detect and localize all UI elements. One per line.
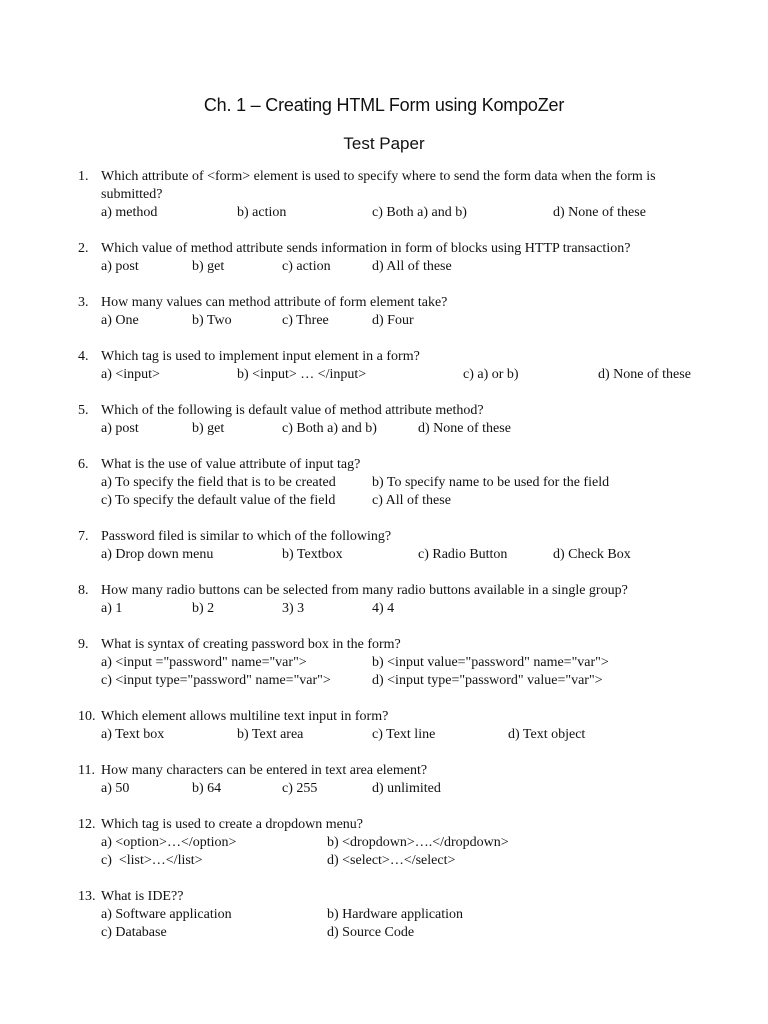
question-3 <box>0 294 768 334</box>
question-text: How many characters can be entered in text area element? <box>101 763 428 778</box>
option-a: a) 50 <box>101 781 130 796</box>
question-text: Which tag is used to implement input element in a form? <box>101 349 420 364</box>
question-number: 13. <box>78 889 96 904</box>
question-number: 8. <box>78 583 89 598</box>
option-c: c) Radio Button <box>418 547 508 562</box>
page-title: Ch. 1 – Creating HTML Form using KompoZer <box>203 95 565 115</box>
option-c: c) Both a) and b) <box>372 205 467 220</box>
question-number: 4. <box>78 349 89 364</box>
option-d: d) <select>…</select> <box>327 853 456 868</box>
option-d: d) Check Box <box>553 547 631 562</box>
option-b: b) <input value="password" name="var"> <box>372 655 609 670</box>
option-d: d) <input type="password" value="var"> <box>372 673 603 688</box>
option-a: a) <option>…</option> <box>101 835 237 850</box>
option-b: b) Two <box>192 313 232 328</box>
option-a: a) Text box <box>101 727 165 742</box>
option-a: a) Drop down menu <box>101 547 214 562</box>
question-number: 11. <box>78 763 95 778</box>
option-b: b) Hardware application <box>327 907 464 922</box>
question-11 <box>0 762 768 802</box>
question-number: 6. <box>78 457 89 472</box>
question-number: 9. <box>78 637 89 652</box>
option-a: a) post <box>101 259 139 274</box>
question-text: What is the use of value attribute of input tag? <box>101 457 361 472</box>
question-10 <box>0 708 768 748</box>
question-number: 2. <box>78 241 89 256</box>
option-a: a) <input ="password" name="var"> <box>101 655 307 670</box>
option-b: b) <input> … </input> <box>237 367 367 382</box>
question-7 <box>0 528 768 568</box>
option-a: a) To specify the field that is to be created <box>101 475 336 490</box>
option-d: d) unlimited <box>372 781 441 796</box>
option-a: a) <input> <box>101 367 160 382</box>
question-5 <box>0 402 768 442</box>
option-c: c) action <box>282 259 331 274</box>
option-c: c) <list>…</list> <box>101 853 203 868</box>
question-number: 7. <box>78 529 89 544</box>
question-text: How many values can method attribute of form element take? <box>101 295 448 310</box>
option-c: 3) 3 <box>282 601 305 616</box>
option-b: b) 2 <box>192 601 215 616</box>
question-text: What is IDE?? <box>101 889 184 904</box>
option-b: b) get <box>192 421 225 436</box>
option-d: d) None of these <box>553 205 646 220</box>
option-a: a) 1 <box>101 601 123 616</box>
option-b: b) Textbox <box>282 547 343 562</box>
option-d: d) None of these <box>598 367 691 382</box>
question-1 <box>0 168 768 228</box>
option-b: b) action <box>237 205 287 220</box>
question-text: What is syntax of creating password box in the form? <box>101 637 401 652</box>
question-text: Password filed is similar to which of the following? <box>101 529 392 544</box>
page-subtitle: Test Paper <box>343 134 425 153</box>
question-text: Which of the following is default value of method attribute method? <box>101 403 484 418</box>
option-d: d) Four <box>372 313 414 328</box>
option-a: a) method <box>101 205 158 220</box>
question-text: Which tag is used to create a dropdown menu? <box>101 817 364 832</box>
option-c: c) a) or b) <box>463 367 519 382</box>
option-c: c) Database <box>101 925 167 940</box>
option-c: c) 255 <box>282 781 318 796</box>
question-text: Which value of method attribute sends information in form of blocks using HTTP transaction? <box>101 241 631 256</box>
question-number: 10. <box>78 709 96 724</box>
question-number: 12. <box>78 817 96 832</box>
option-a: a) post <box>101 421 139 436</box>
option-d: 4) 4 <box>372 601 395 616</box>
question-9 <box>0 636 768 694</box>
option-c: c) Both a) and b) <box>282 421 377 436</box>
option-d: c) All of these <box>372 493 451 508</box>
option-a: a) Software application <box>101 907 232 922</box>
question-number: 1. <box>78 169 89 184</box>
question-4 <box>0 348 768 388</box>
question-text: Which attribute of <form> element is used to specify where to send the form data when the form is submitted? <box>101 169 656 202</box>
question-12 <box>0 816 768 874</box>
question-text: How many radio buttons can be selected from many radio buttons available in a single group? <box>101 583 628 598</box>
option-d: d) Source Code <box>327 925 415 940</box>
question-8 <box>0 582 768 622</box>
question-text: Which element allows multiline text input in form? <box>101 709 389 724</box>
option-c: c) Text line <box>372 727 436 742</box>
option-d: d) All of these <box>372 259 452 274</box>
option-b: b) To specify name to be used for the field <box>372 475 610 490</box>
question-6 <box>0 456 768 514</box>
question-13 <box>0 888 768 946</box>
option-c: c) To specify the default value of the field <box>101 493 336 508</box>
question-number: 3. <box>78 295 89 310</box>
option-b: b) Text area <box>237 727 304 742</box>
option-c: c) <input type="password" name="var"> <box>101 673 331 688</box>
option-d: d) None of these <box>418 421 511 436</box>
question-2 <box>0 240 768 280</box>
option-c: c) Three <box>282 313 329 328</box>
option-b: b) 64 <box>192 781 222 796</box>
option-b: b) get <box>192 259 225 274</box>
option-b: b) <dropdown>….</dropdown> <box>327 835 509 850</box>
option-a: a) One <box>101 313 139 328</box>
option-d: d) Text object <box>508 727 586 742</box>
question-number: 5. <box>78 403 89 418</box>
